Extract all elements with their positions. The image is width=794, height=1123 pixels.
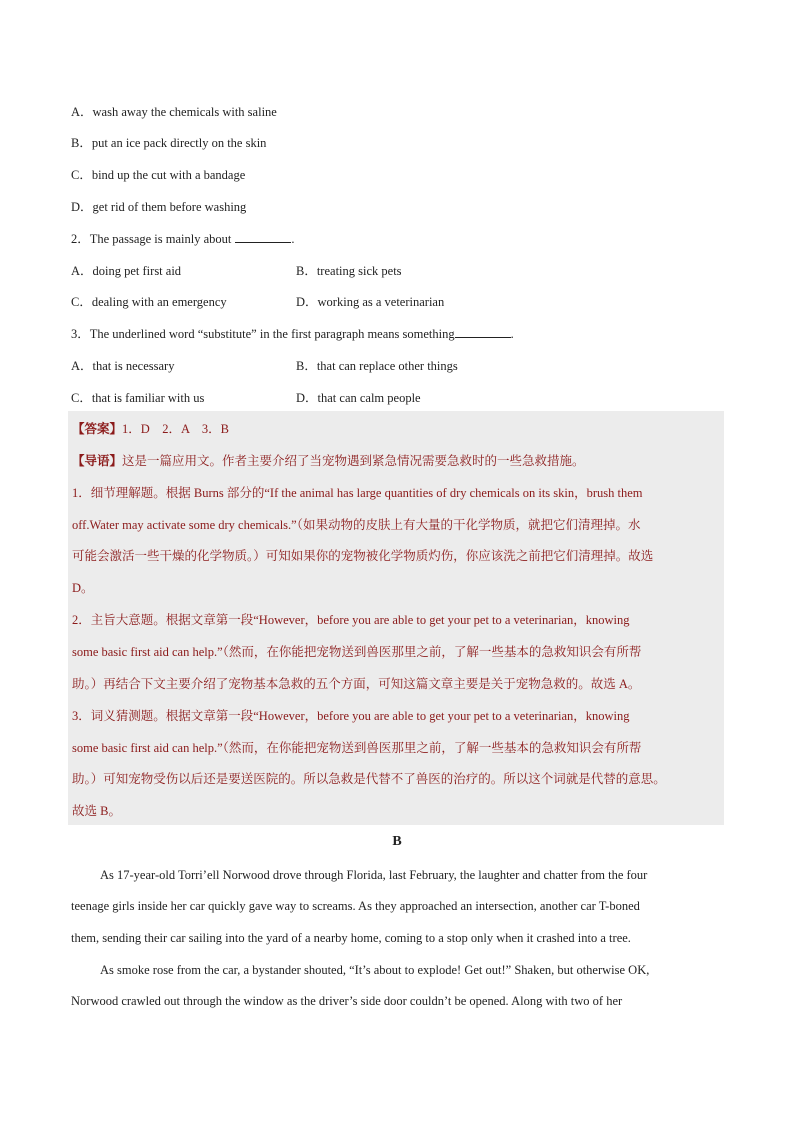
answer-text: 1．D 2．A 3．B [122,422,229,436]
explanation-line: 1．细节理解题。根据 Burns 部分的“If the animal has large quantities of dry chemicals on its skin，brush them [72,486,643,500]
answer-line [72,421,229,437]
q3-stem [71,326,514,342]
passage-line: teenage girls inside her car quickly gave way to screams. As they approached an intersection, another car T-boned [71,899,640,913]
q1-option-b: B．put an ice pack directly on the skin [71,136,267,150]
explanation-line: 故选 B。 [72,804,121,818]
explanation-line: 助。）再结合下文主要介绍了宠物基本急救的五个方面，可知这篇文章主要是关于宠物急救的。故选 A。 [72,677,641,691]
passage-line: Norwood crawled out through the window as the driver’s side door couldn’t be opened. Along with two of her [71,994,623,1008]
passage-line: As smoke rose from the car, a bystander shouted, “It’s about to explode! Get out!” Shaken, but otherwise OK, [100,963,650,977]
answer-blank [235,232,291,243]
explanation-line: some basic first aid can help.”（然而，在你能把宠物送到兽医那里之前，了解一些基本的急救知识会有所帮 [72,645,642,659]
answer-blank [455,327,511,338]
explanation-line: off.Water may activate some dry chemicals.”（如果动物的皮肤上有大量的干化学物质，就把它们清理掉。水 [72,518,641,532]
q2-stem-end: . [291,232,295,246]
explanation-line: 助。）可知宠物受伤以后还是要送医院的。所以急救是代替不了兽医的治疗的。所以这个词就是代替的意思。 [72,772,666,786]
q1-option-a: A．wash away the chemicals with saline [71,105,277,119]
explanation-line: 3．词义猜测题。根据文章第一段“However，before you are able to get your pet to a veterinarian，knowing [72,709,630,723]
q2-stem-text: 2．The passage is mainly about [71,232,232,246]
q2-option-a: A．doing pet first aid [71,264,182,278]
q3-stem-end: . [510,327,514,341]
guide-line [72,453,585,469]
q3-stem-text: 3．The underlined word “substitute” in the first paragraph means something [71,327,455,341]
q3-option-d: D．that can calm people [296,391,421,405]
q3-option-a: A．that is necessary [71,359,175,373]
q3-option-b: B．that can replace other things [296,359,458,373]
explanation-line: 可能会激活一些干燥的化学物质。）可知如果你的宠物被化学物质灼伤，你应该洗之前把它们清理掉。故选 [72,549,654,563]
guide-tag: 【导语】 [72,454,123,468]
passage-line: them, sending their car sailing into the yard of a nearby home, coming to a stop only when it crashed into a tree. [71,931,631,945]
guide-text: 这是一篇应用文。作者主要介绍了当宠物遇到紧急情况需要急救时的一些急救措施。 [122,454,585,468]
explanation-line: D。 [72,581,94,595]
section-heading: B [392,834,402,849]
q3-option-c: C．that is familiar with us [71,391,205,405]
q2-options-row1 [71,263,181,279]
q1-option-c: C．bind up the cut with a bandage [71,168,246,182]
q2-option-c: C．dealing with an emergency [71,295,227,309]
q2-stem [71,231,295,247]
answer-tag: 【答案】 [72,422,123,436]
q2-option-d: D．working as a veterinarian [296,295,445,309]
q2-option-b: B．treating sick pets [296,264,402,278]
passage-line: As 17-year-old Torri’ell Norwood drove through Florida, last February, the laughter and chatter from the four [100,868,648,882]
explanation-line: 2．主旨大意题。根据文章第一段“However，before you are able to get your pet to a veterinarian，knowing [72,613,630,627]
explanation-line: some basic first aid can help.”（然而，在你能把宠物送到兽医那里之前，了解一些基本的急救知识会有所帮 [72,741,642,755]
q1-option-d: D．get rid of them before washing [71,200,247,214]
